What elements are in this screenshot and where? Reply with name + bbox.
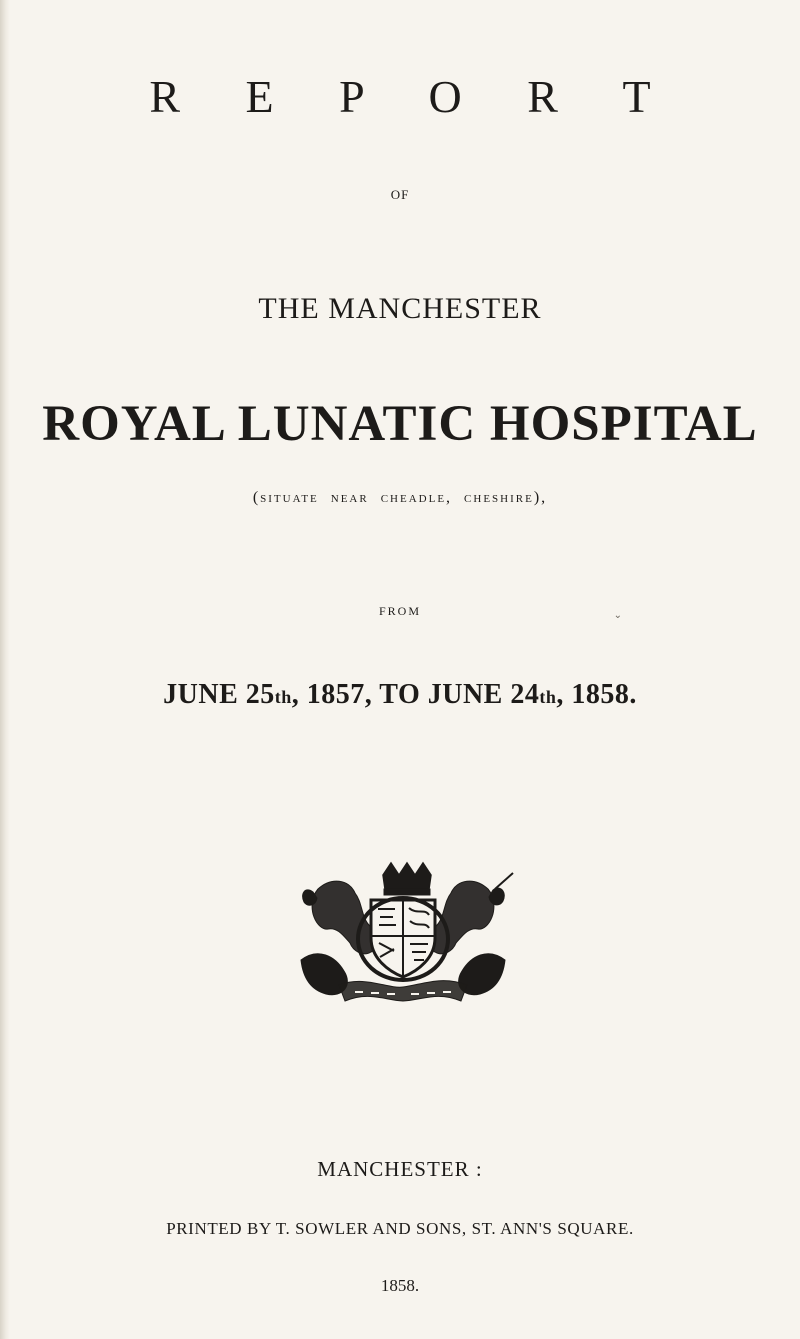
institution-title: ROYAL LUNATIC HOSPITAL	[42, 396, 758, 452]
date-end-suffix: th	[539, 687, 557, 707]
date-start: JUNE 25	[163, 679, 275, 710]
date-start-suffix: th	[274, 687, 292, 707]
unicorn-horn	[495, 873, 513, 889]
lion-head	[303, 890, 317, 905]
unicorn-head	[489, 888, 504, 905]
location-text: (situate near cheadle, cheshire),	[252, 489, 548, 506]
royal-coat-of-arms-icon	[283, 855, 523, 1005]
report-heading: R E P O R T	[149, 71, 678, 122]
printer-line: PRINTED BY T. SOWLER AND SONS, ST. ANN'S SQUARE.	[166, 1219, 634, 1238]
institution-line-1: THE MANCHESTER	[258, 292, 542, 325]
publication-year: 1858.	[380, 1276, 420, 1295]
crown-shape	[383, 863, 431, 889]
crown-band	[384, 889, 430, 895]
unicorn-supporter	[428, 881, 494, 954]
motto-scroll	[339, 981, 467, 1001]
imprint-city: MANCHESTER :	[317, 1157, 483, 1181]
from-text: FROM	[378, 604, 421, 618]
lion-supporter	[312, 881, 378, 954]
date-range	[0, 679, 800, 711]
date-end: , 1858.	[556, 679, 637, 710]
of-text: OF	[390, 187, 410, 202]
small-mark: ⌄	[613, 610, 622, 621]
date-middle: , 1857, TO JUNE 24	[291, 679, 540, 710]
